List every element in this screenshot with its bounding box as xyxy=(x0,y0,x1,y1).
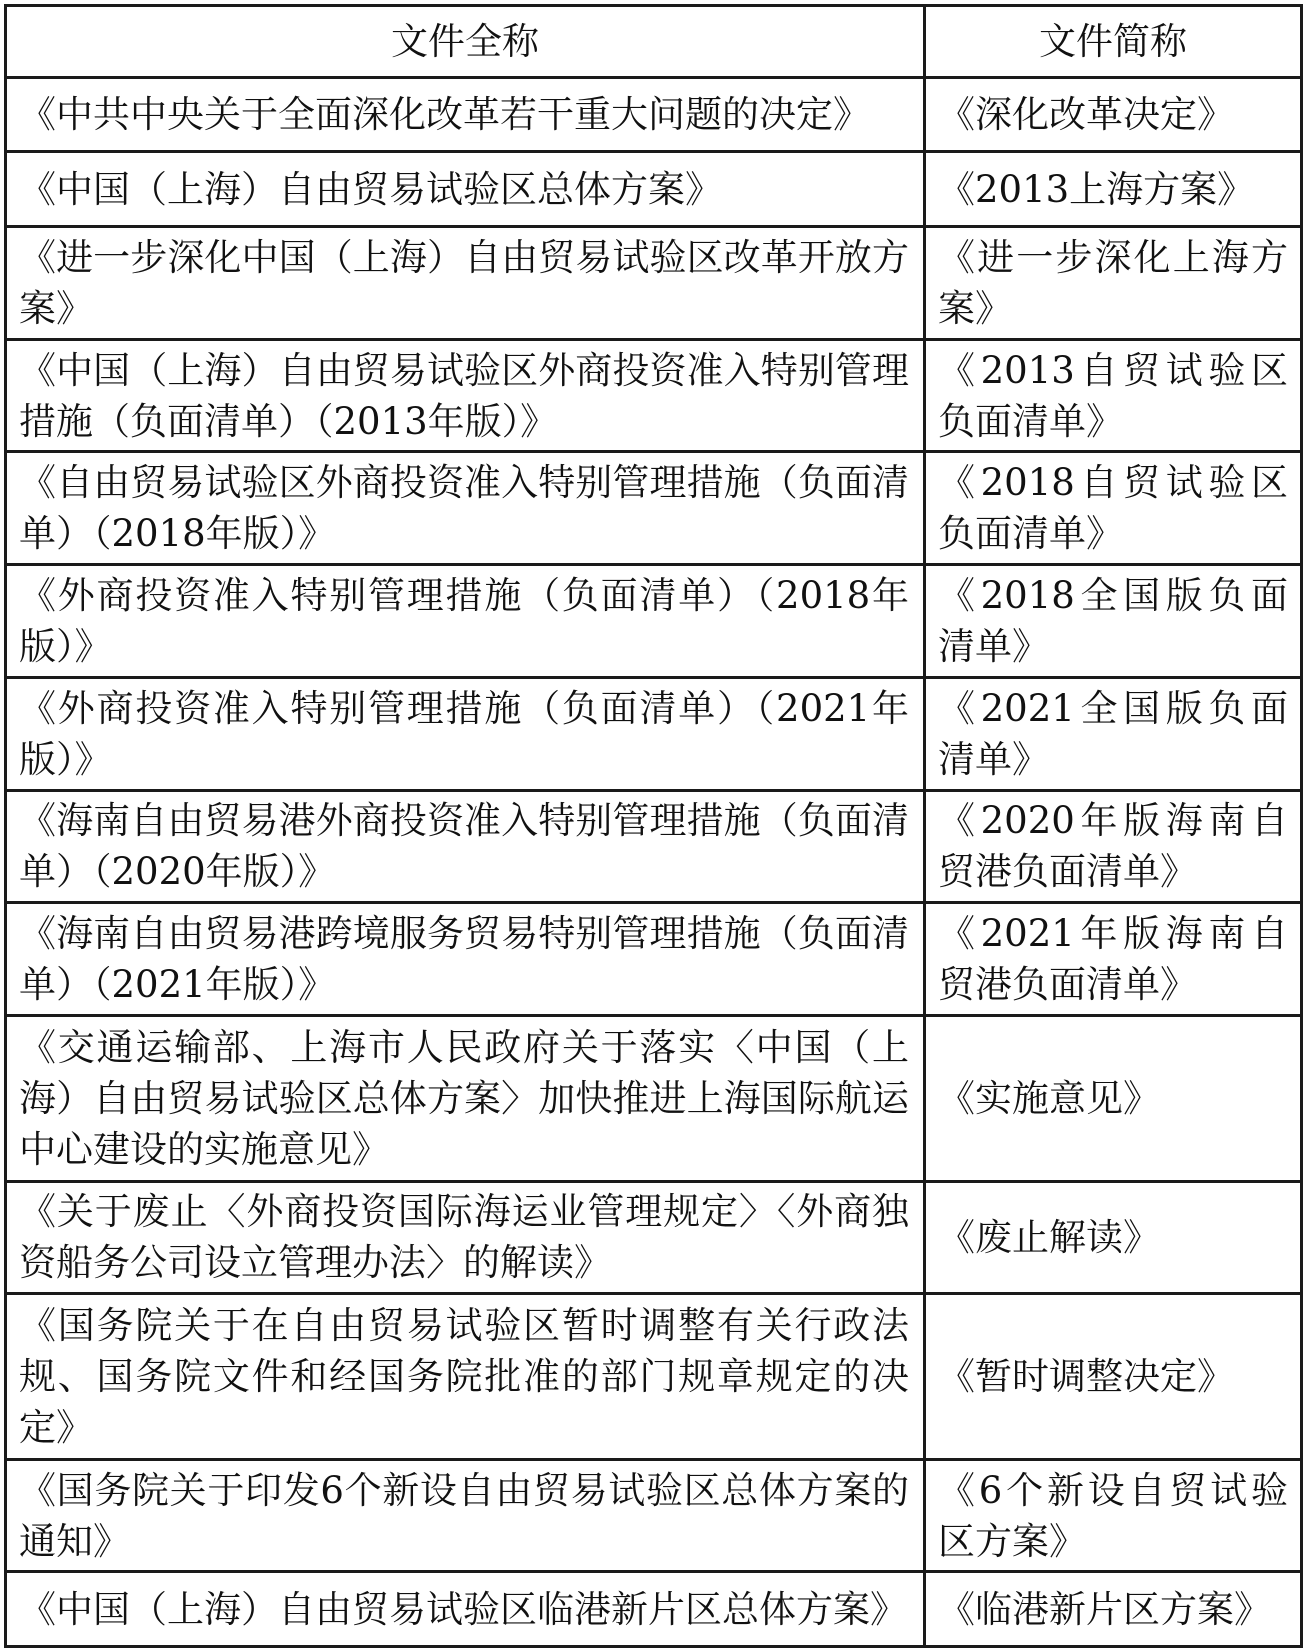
short-name-cell: 《2018自贸试验区负面清单》 xyxy=(925,452,1302,565)
short-name-cell: 《2020年版海南自贸港负面清单》 xyxy=(925,790,1302,903)
document-page xyxy=(4,4,1300,1648)
table-row xyxy=(6,1016,1302,1181)
table-row xyxy=(6,677,1302,790)
table-row xyxy=(6,1294,1302,1459)
full-name-cell: 《国务院关于印发6个新设自由贸易试验区总体方案的通知》 xyxy=(6,1459,925,1572)
table-row xyxy=(6,452,1302,565)
table-row xyxy=(6,790,1302,903)
short-name-cell: 《进一步深化上海方案》 xyxy=(925,226,1302,339)
table-row xyxy=(6,903,1302,1016)
short-name-cell: 《临港新片区方案》 xyxy=(925,1572,1302,1647)
short-name-cell: 《深化改革决定》 xyxy=(925,78,1302,152)
short-name-cell: 《6个新设自贸试验区方案》 xyxy=(925,1459,1302,1572)
full-name-cell: 《国务院关于在自由贸易试验区暂时调整有关行政法规、国务院文件和经国务院批准的部门规章规定的决定》 xyxy=(6,1294,925,1459)
table-header-row xyxy=(6,6,1302,78)
full-name-cell: 《进一步深化中国（上海）自由贸易试验区改革开放方案》 xyxy=(6,226,925,339)
file-abbreviation-table xyxy=(4,4,1303,1648)
full-name-cell: 《外商投资准入特别管理措施（负面清单）（2021年版）》 xyxy=(6,677,925,790)
header-short-name: 文件简称 xyxy=(925,6,1302,78)
header-full-name: 文件全称 xyxy=(6,6,925,78)
full-name-cell: 《海南自由贸易港跨境服务贸易特别管理措施（负面清单）（2021年版）》 xyxy=(6,903,925,1016)
short-name-cell: 《2013自贸试验区负面清单》 xyxy=(925,339,1302,452)
table-row xyxy=(6,1181,1302,1294)
short-name-cell: 《2021年版海南自贸港负面清单》 xyxy=(925,903,1302,1016)
table-row xyxy=(6,78,1302,152)
short-name-cell: 《实施意见》 xyxy=(925,1016,1302,1181)
full-name-cell: 《外商投资准入特别管理措施（负面清单）（2018年版）》 xyxy=(6,565,925,678)
full-name-cell: 《交通运输部、上海市人民政府关于落实〈中国（上海）自由贸易试验区总体方案〉加快推进上海国际航运中心建设的实施意见》 xyxy=(6,1016,925,1181)
short-name-cell: 《废止解读》 xyxy=(925,1181,1302,1294)
full-name-cell: 《中国（上海）自由贸易试验区外商投资准入特别管理措施（负面清单）（2013年版）》 xyxy=(6,339,925,452)
full-name-cell: 《中国（上海）自由贸易试验区临港新片区总体方案》 xyxy=(6,1572,925,1647)
table-row xyxy=(6,1572,1302,1647)
table-row xyxy=(6,1459,1302,1572)
table-row xyxy=(6,152,1302,226)
short-name-cell: 《暂时调整决定》 xyxy=(925,1294,1302,1459)
full-name-cell: 《中国（上海）自由贸易试验区总体方案》 xyxy=(6,152,925,226)
table-row xyxy=(6,226,1302,339)
table-row xyxy=(6,339,1302,452)
full-name-cell: 《中共中央关于全面深化改革若干重大问题的决定》 xyxy=(6,78,925,152)
full-name-cell: 《自由贸易试验区外商投资准入特别管理措施（负面清单）（2018年版）》 xyxy=(6,452,925,565)
table-row xyxy=(6,565,1302,678)
full-name-cell: 《海南自由贸易港外商投资准入特别管理措施（负面清单）（2020年版）》 xyxy=(6,790,925,903)
short-name-cell: 《2018全国版负面清单》 xyxy=(925,565,1302,678)
short-name-cell: 《2013上海方案》 xyxy=(925,152,1302,226)
short-name-cell: 《2021全国版负面清单》 xyxy=(925,677,1302,790)
full-name-cell: 《关于废止〈外商投资国际海运业管理规定〉〈外商独资船务公司设立管理办法〉的解读》 xyxy=(6,1181,925,1294)
